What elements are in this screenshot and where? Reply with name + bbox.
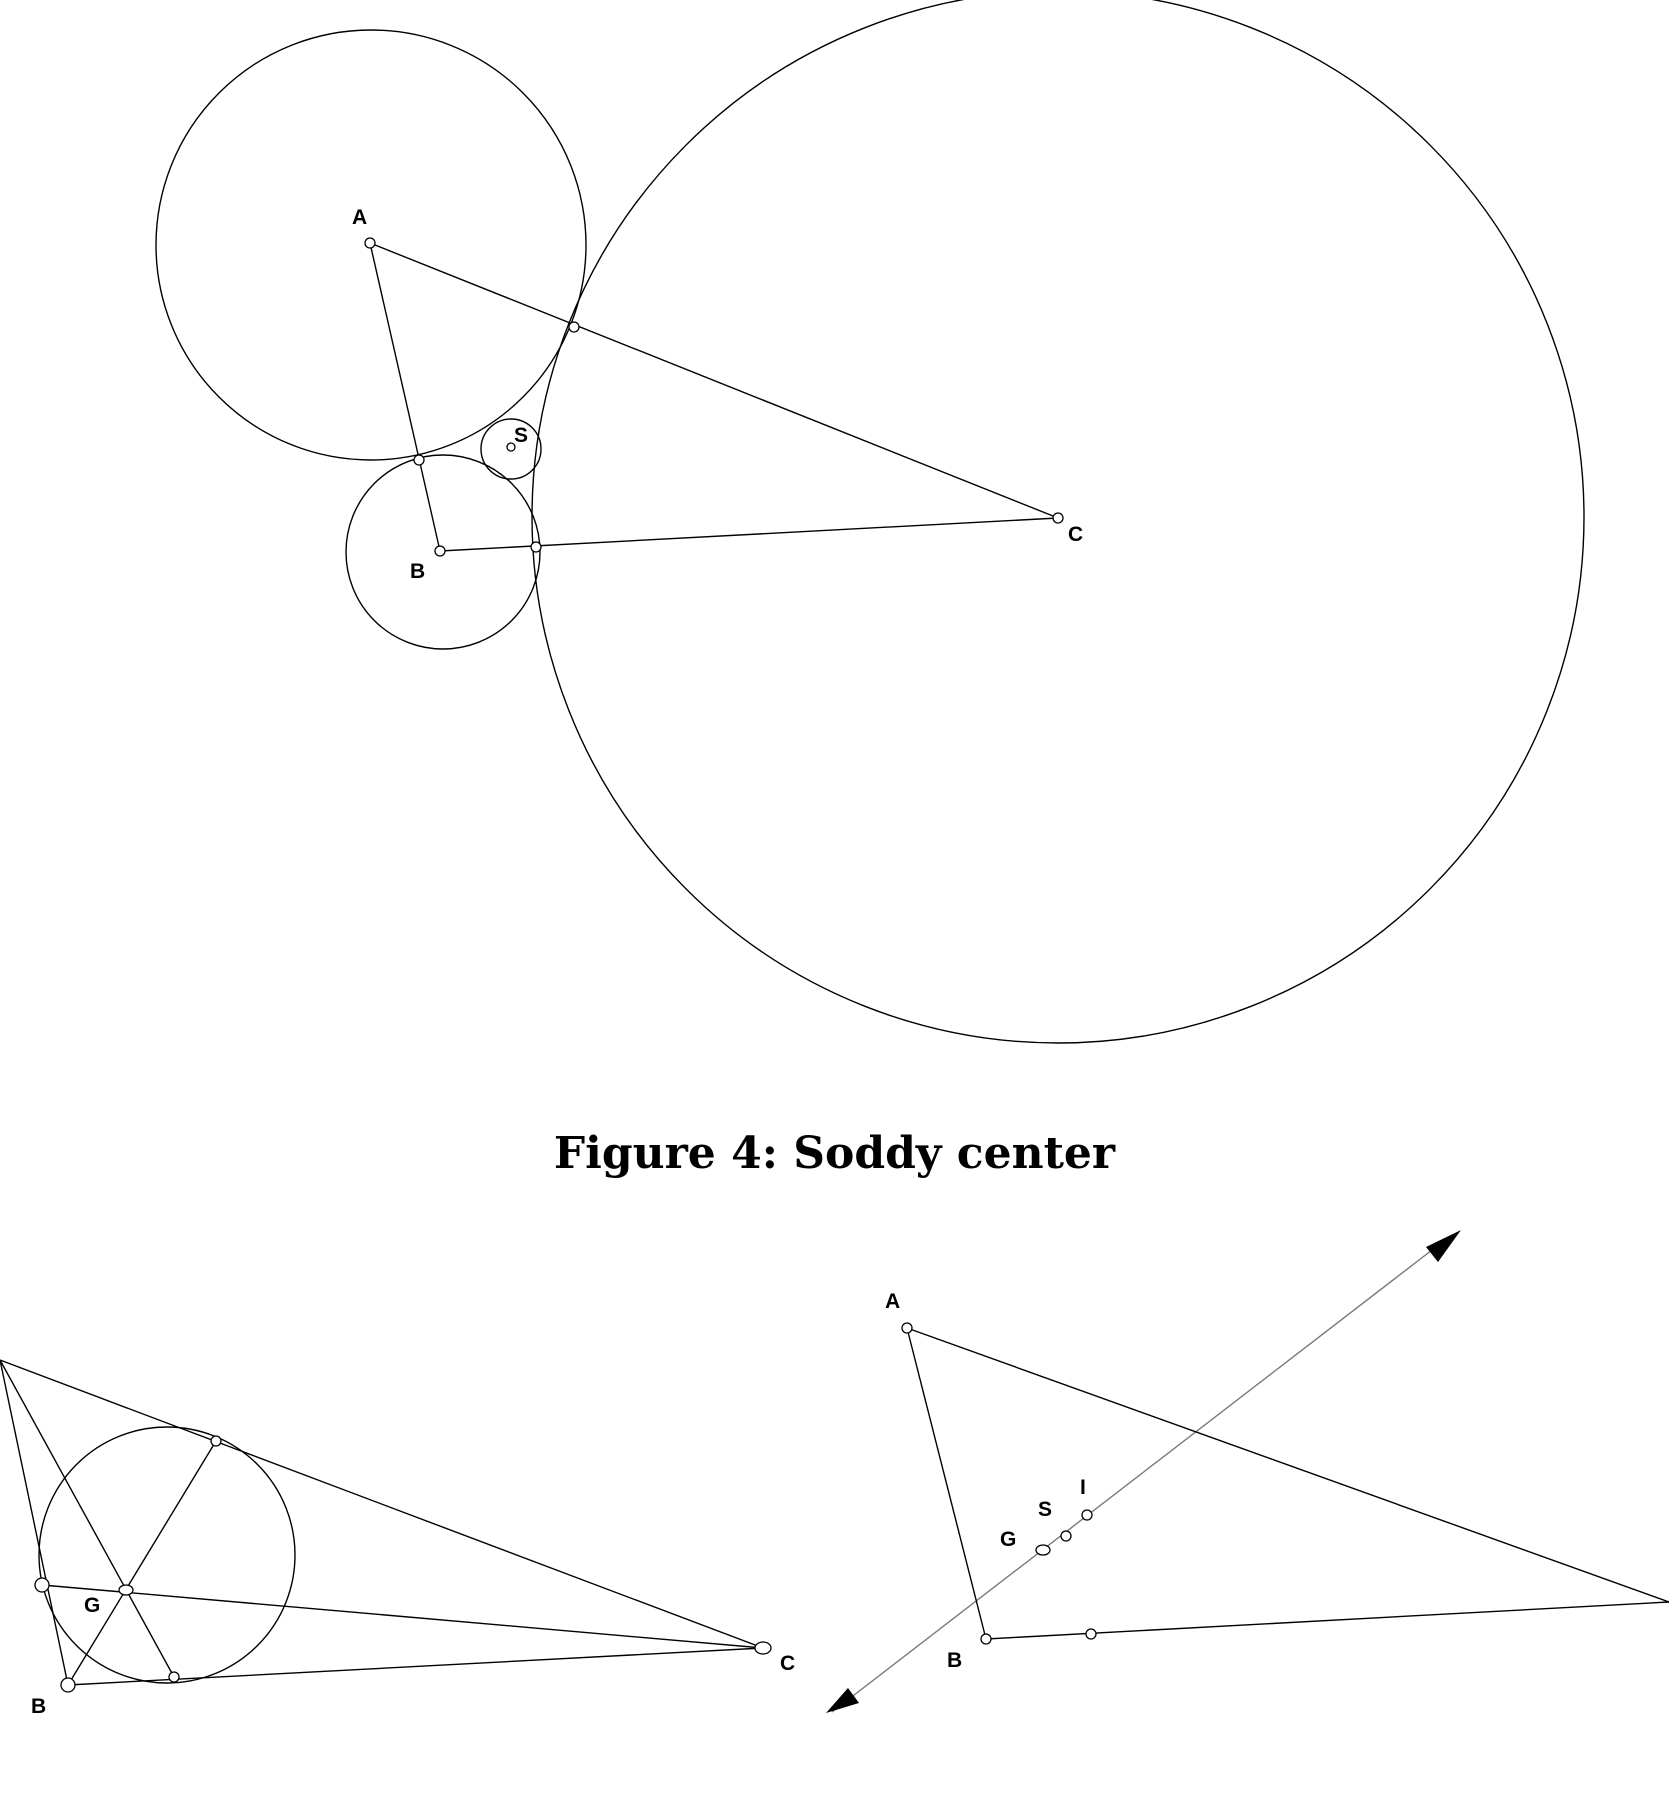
midpoint-bc <box>169 1672 179 1682</box>
inscribed-circle <box>39 1427 295 1683</box>
point-g-right <box>1036 1545 1050 1555</box>
tangency-point-ab <box>414 455 424 465</box>
label-s: S <box>514 424 529 447</box>
point-b-right <box>981 1634 991 1644</box>
point-b-left <box>61 1678 75 1692</box>
label-c-left: C <box>780 1652 796 1675</box>
point-s-right <box>1061 1531 1071 1541</box>
figure-caption: Figure 4: Soddy center <box>553 1128 1116 1179</box>
side-ab <box>370 243 440 551</box>
point-a-right <box>902 1323 912 1333</box>
side-ab-right <box>907 1328 986 1639</box>
side-ab-left <box>0 1360 68 1685</box>
point-a <box>365 238 375 248</box>
side-ac-left <box>0 1360 763 1648</box>
median-from-b <box>68 1441 216 1685</box>
point-c <box>1053 513 1063 523</box>
arrowhead-up <box>1426 1230 1461 1262</box>
point-g-left <box>119 1585 133 1595</box>
midpoint-ab <box>35 1578 49 1592</box>
midpoint-bc-right <box>1086 1629 1096 1639</box>
centroid-figure <box>0 1360 795 1718</box>
side-ac <box>370 243 1058 518</box>
label-g-left: G <box>84 1594 101 1617</box>
arrowhead-down <box>826 1688 859 1713</box>
soddy-figure <box>156 0 1584 1043</box>
line-gsi <box>832 1240 1445 1712</box>
label-i-right: I <box>1080 1476 1086 1499</box>
midpoint-ac <box>211 1436 221 1446</box>
label-a: A <box>352 206 368 229</box>
tangency-point-bc <box>531 542 541 552</box>
median-from-c <box>42 1585 763 1648</box>
collinear-figure <box>826 1230 1669 1713</box>
label-c: C <box>1068 523 1084 546</box>
label-b: B <box>410 560 426 583</box>
label-b-right: B <box>947 1649 963 1672</box>
point-c-left <box>755 1642 771 1654</box>
side-ac-right <box>907 1328 1669 1602</box>
label-b-left: B <box>31 1695 47 1718</box>
label-g-right: G <box>1000 1528 1017 1551</box>
label-s-right: S <box>1038 1498 1053 1521</box>
label-a-right: A <box>885 1290 901 1313</box>
point-b <box>435 546 445 556</box>
median-from-a <box>0 1360 174 1677</box>
point-i-right <box>1082 1510 1092 1520</box>
tangency-point-ac <box>569 322 579 332</box>
